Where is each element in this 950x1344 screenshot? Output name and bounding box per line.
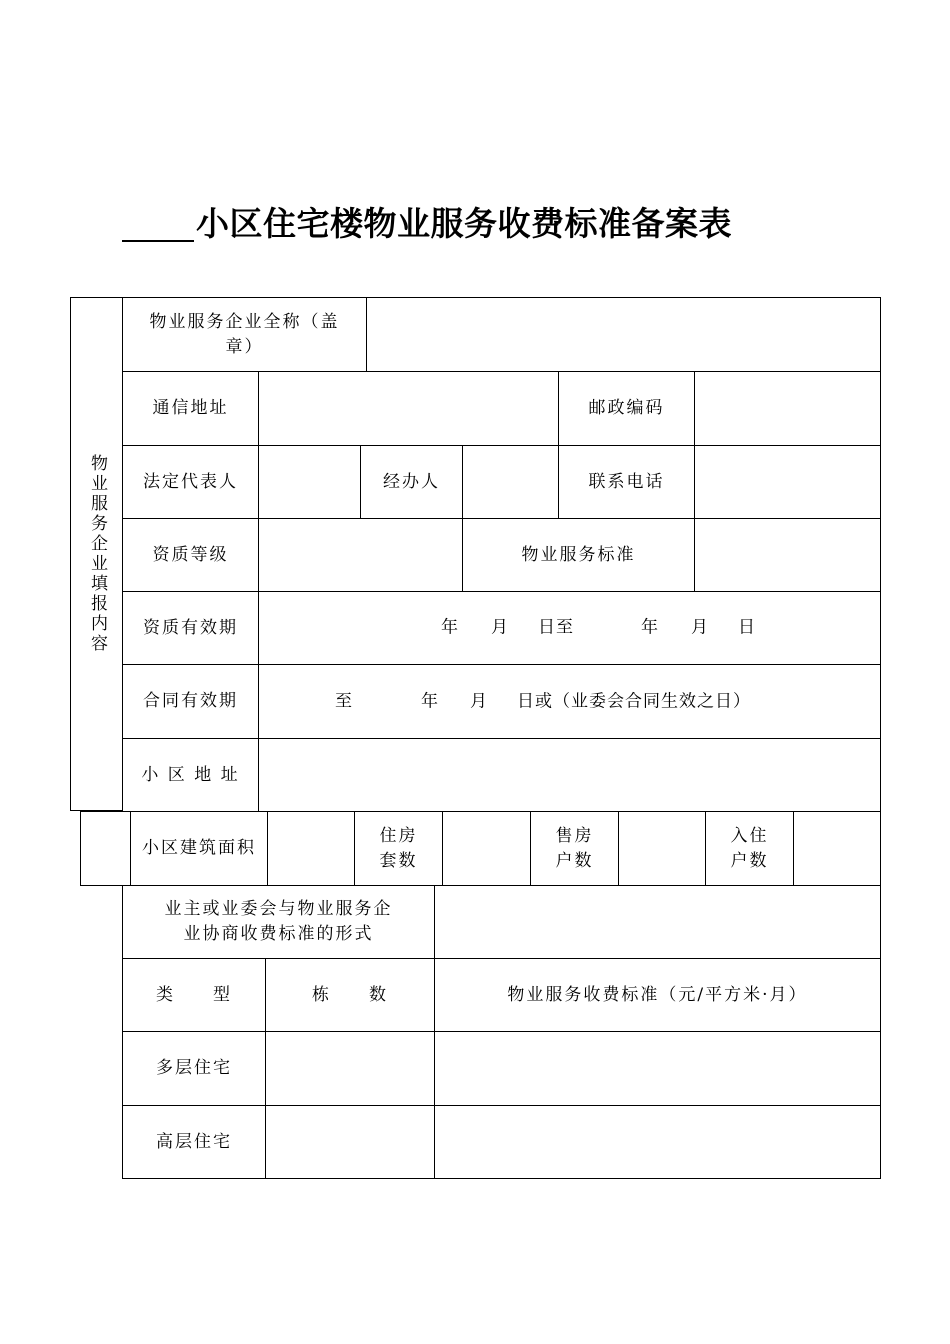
- multi-storey-fee-field[interactable]: [434, 1031, 881, 1106]
- title-text: 小区住宅楼物业服务收费标准备案表: [196, 204, 732, 243]
- phone-field[interactable]: [694, 445, 881, 519]
- address-field[interactable]: [258, 371, 559, 446]
- building-count-header-cell: [265, 958, 435, 1032]
- fee-header: 物业服务收费标准（元/平方米·月）: [507, 984, 808, 1005]
- address-label-cell: [122, 371, 259, 446]
- community-address-field[interactable]: [258, 738, 881, 812]
- contract-period-label: 合同有效期: [143, 691, 238, 711]
- handler-field[interactable]: [462, 445, 559, 519]
- company-name-field[interactable]: [366, 297, 881, 372]
- type-header-cell: [122, 958, 266, 1032]
- sold-households-label: 售房户数: [555, 825, 594, 871]
- community-address-label: 小 区 地 址: [141, 764, 240, 785]
- legal-rep-label: 法定代表人: [143, 471, 238, 492]
- qp-month-1: 月: [491, 617, 509, 638]
- cp-month: 月: [470, 691, 488, 711]
- service-standard-label: 物业服务标准: [521, 544, 636, 565]
- negotiation-label-cell: [122, 885, 435, 959]
- handler-label-cell: [360, 445, 463, 519]
- high-rise-count-field[interactable]: [265, 1105, 435, 1179]
- negotiation-label: 业主或业委会与物业服务企业协商收费标准的形式: [164, 899, 393, 944]
- high-rise-fee-field[interactable]: [434, 1105, 881, 1179]
- side-label-cell: [70, 297, 123, 811]
- company-name-label: 物业服务企业全称（盖章）: [149, 311, 340, 357]
- phone-label-cell: [558, 445, 695, 519]
- legal-rep-label-cell: [122, 445, 259, 519]
- building-area-label: 小区建筑面积: [142, 838, 256, 858]
- cp-day-or: 日或（业委会合同生效之日）: [517, 691, 751, 711]
- qp-day-2: 日: [738, 617, 756, 638]
- qp-year-2: 年: [641, 617, 659, 638]
- qualification-field[interactable]: [258, 518, 463, 592]
- side-label: 物业服务企业填报内容: [87, 454, 107, 654]
- handler-label: 经办人: [383, 471, 440, 492]
- document-title: [122, 198, 732, 246]
- building-area-label-cell: [130, 811, 268, 886]
- title-blank-line[interactable]: [122, 204, 194, 242]
- community-address-label-cell: [122, 738, 259, 812]
- qp-year-1: 年: [441, 617, 459, 638]
- multi-storey-label-cell: [122, 1031, 266, 1106]
- postcode-field[interactable]: [694, 371, 881, 446]
- building-area-field[interactable]: [267, 811, 355, 886]
- high-rise-label: 高层住宅: [156, 1131, 232, 1152]
- building-count-header: 栋 数: [312, 984, 388, 1005]
- qualification-label-cell: [122, 518, 259, 592]
- cp-to: 至: [335, 691, 353, 711]
- sold-households-label-cell: [530, 811, 619, 886]
- cp-year: 年: [421, 691, 439, 711]
- phone-label: 联系电话: [588, 471, 665, 492]
- address-label: 通信地址: [152, 398, 229, 418]
- type-header: 类 型: [156, 984, 232, 1005]
- qualification-label: 资质等级: [152, 544, 229, 565]
- occupied-households-label: 入住户数: [730, 825, 769, 871]
- contract-period-label-cell: [122, 664, 259, 739]
- high-rise-label-cell: [122, 1105, 266, 1179]
- service-standard-field[interactable]: [694, 518, 881, 592]
- blank-side-cell: [80, 811, 131, 886]
- postcode-label-cell: [558, 371, 695, 446]
- fee-header-cell: [434, 958, 881, 1032]
- qualification-period-label: 资质有效期: [143, 617, 238, 638]
- multi-storey-label: 多层住宅: [156, 1058, 232, 1078]
- negotiation-field[interactable]: [434, 885, 881, 959]
- company-name-label-cell: [122, 297, 367, 372]
- qualification-period-label-cell: [122, 591, 259, 665]
- qp-month-2: 月: [691, 617, 709, 638]
- housing-units-field[interactable]: [442, 811, 531, 886]
- sold-households-field[interactable]: [618, 811, 706, 886]
- qp-day-to: 日至: [538, 617, 574, 638]
- contract-period-field[interactable]: [258, 664, 881, 739]
- housing-units-label-cell: [354, 811, 443, 886]
- multi-storey-count-field[interactable]: [265, 1031, 435, 1106]
- legal-rep-field[interactable]: [258, 445, 361, 519]
- postcode-label: 邮政编码: [588, 398, 665, 418]
- qualification-period-field[interactable]: [258, 591, 881, 665]
- housing-units-label: 住房套数: [379, 825, 418, 871]
- service-standard-label-cell: [462, 518, 695, 592]
- occupied-households-field[interactable]: [793, 811, 881, 886]
- occupied-households-label-cell: [705, 811, 794, 886]
